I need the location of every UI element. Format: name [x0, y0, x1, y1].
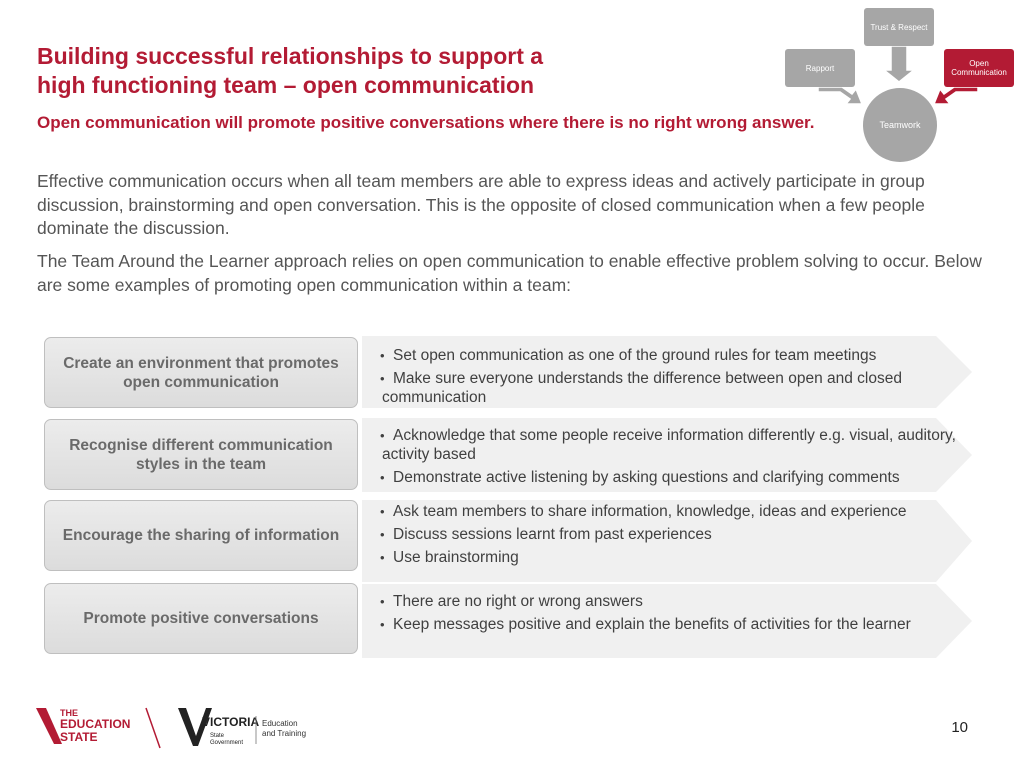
page-number: 10 — [951, 719, 968, 736]
row-1-label: Create an environment that promotes open communication — [63, 354, 339, 391]
paragraph-effective-communication: Effective communication occurs when all team members are able to express ideas and actively participate in group discussion, brainstorming and open conversation. This is the opposite of closed communication when a few people dominate the discussion. — [37, 171, 925, 238]
bullet-item: • Keep messages positive and explain the benefits of activities for the learner — [380, 616, 911, 633]
bullet-item: • Use brainstorming — [380, 549, 519, 566]
bullet-item: • There are no right or wrong answers — [380, 593, 643, 610]
row-2-label: Recognise different communication styles in the team — [69, 436, 333, 473]
row-4-label-box — [44, 583, 358, 654]
bullet-item: • Set open communication as one of the ground rules for team meetings — [380, 347, 877, 364]
row-4-label: Promote positive conversations — [83, 610, 319, 627]
diagram-trust-respect: Trust & Respect — [864, 8, 934, 46]
logo-vic-dept2: and Training — [262, 729, 307, 738]
logo-vic-sub2: Government — [210, 740, 244, 746]
bullet-item: • Discuss sessions learnt from past experiences — [380, 526, 712, 543]
row-2-bullets — [372, 426, 962, 491]
bullet-item: • Ask team members to share information, knowledge, ideas and experience — [380, 503, 907, 520]
paragraph-team-around-learner: The Team Around the Learner approach relies on open communication to enable effective problem solving to occur. Below are some examples of promoting open communication within a team: — [37, 251, 982, 295]
row-4-bullets — [372, 592, 962, 638]
bullet-item: • Make sure everyone understands the difference between open and closed communication — [380, 370, 902, 406]
diagram-teamwork: Teamwork — [863, 88, 937, 162]
row-1-bullets — [372, 346, 962, 411]
row-1-label-box — [44, 337, 358, 408]
row-3-bullets — [372, 502, 962, 571]
title-line-2: high functioning team – open communication — [37, 72, 535, 98]
row-2-label-box — [44, 419, 358, 490]
title-line-1: Building successful relationships to support a — [37, 43, 544, 69]
bullet-item: • Demonstrate active listening by asking questions and clarifying comments — [380, 469, 900, 486]
logo-vic-dept1: Education — [262, 719, 298, 728]
education-state-logo — [36, 704, 162, 750]
slide-subtitle: Open communication will promote positive conversations where there is no right wrong answer. — [37, 113, 815, 132]
logo-edu-the: THE — [60, 708, 78, 718]
victoria-state-government-logo — [178, 706, 318, 748]
bullet-item: • Acknowledge that some people receive information differently e.g. visual, auditory, activity based — [380, 427, 956, 463]
logo-vic-name: VICTORIA — [202, 715, 260, 729]
logo-edu-state: STATE — [60, 730, 98, 744]
logo-edu-education: EDUCATION — [60, 717, 131, 731]
diagram-rapport: Rapport — [785, 49, 855, 87]
row-3-label: Encourage the sharing of information — [62, 527, 340, 544]
logo-vic-sub1: State — [210, 733, 225, 739]
row-3-label-box — [44, 500, 358, 571]
diagram-open-communication: Open Communication — [944, 49, 1014, 87]
